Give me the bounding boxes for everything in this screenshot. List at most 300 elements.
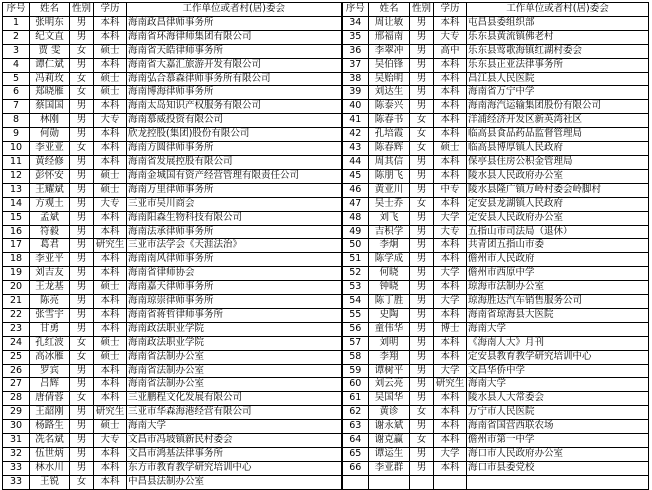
cell-org: 海南省律师协会 — [127, 267, 342, 281]
header-edu: 学历 — [94, 3, 127, 17]
cell-edu: 本科 — [94, 378, 127, 392]
cell-right-gender: 男 — [410, 378, 434, 392]
cell-seq: 25 — [3, 350, 30, 364]
cell-right-name: 谭树平 — [369, 364, 410, 378]
cell-gender: 女 — [70, 350, 94, 364]
cell-seq: 3 — [3, 44, 30, 58]
cell-org: 海南方圆律师事务所 — [127, 142, 342, 156]
table-row — [3, 350, 649, 364]
cell-right-seq: 57 — [342, 336, 369, 350]
cell-edu: 硕士 — [94, 169, 127, 183]
cell-right-name: 童伟华 — [369, 322, 410, 336]
cell-edu: 硕士 — [94, 44, 127, 58]
table-row — [3, 253, 649, 267]
cell-gender: 男 — [70, 253, 94, 267]
cell-gender: 男 — [70, 197, 94, 211]
cell-right-org: 五指山市司法局（退休） — [467, 225, 649, 239]
cell-seq: 33 — [3, 461, 30, 475]
cell-right-gender: 男 — [410, 308, 434, 322]
cell-right-gender — [410, 475, 434, 489]
cell-edu: 大专 — [94, 197, 127, 211]
cell-right-edu: 大专 — [434, 225, 467, 239]
cell-name: 郑晓雁 — [30, 86, 70, 100]
cell-right-gender: 男 — [410, 350, 434, 364]
cell-org: 中昌县法制办公室 — [127, 475, 342, 489]
cell-right-org: 海南大学 — [467, 322, 649, 336]
table-row — [3, 308, 649, 322]
header-name: 姓名 — [30, 3, 70, 17]
cell-edu: 本科 — [94, 461, 127, 475]
cell-org: 海南政法职业学院 — [127, 322, 342, 336]
cell-gender: 男 — [70, 155, 94, 169]
cell-org: 海南阳森生物科技有限公司 — [127, 211, 342, 225]
cell-org: 海南省环海律师集团有限公司 — [127, 30, 342, 44]
cell-right-name: 吴贻明 — [369, 72, 410, 86]
cell-right-seq: 49 — [342, 225, 369, 239]
table-row — [3, 475, 649, 489]
cell-right-gender: 男 — [410, 183, 434, 197]
cell-edu: 硕士 — [94, 72, 127, 86]
cell-right-gender: 男 — [410, 72, 434, 86]
cell-gender: 男 — [70, 308, 94, 322]
cell-gender: 男 — [70, 364, 94, 378]
cell-right-name: 周其信 — [369, 155, 410, 169]
cell-gender: 男 — [70, 58, 94, 72]
cell-right-seq: 64 — [342, 434, 369, 448]
cell-org: 三亚市吴川商会 — [127, 197, 342, 211]
cell-right-name: 周让敏 — [369, 16, 410, 30]
cell-right-seq: 60 — [342, 378, 369, 392]
header-gender-right: 性别 — [410, 3, 434, 17]
cell-gender: 男 — [70, 420, 94, 434]
cell-right-name: 陈春书 — [369, 114, 410, 128]
cell-org: 海南省法制办公室 — [127, 378, 342, 392]
cell-right-org: 洋浦经济开发区新英湾社区 — [467, 114, 649, 128]
cell-name: 林刚 — [30, 114, 70, 128]
cell-edu: 本科 — [94, 448, 127, 462]
table-row — [3, 72, 649, 86]
cell-edu: 研究生 — [94, 239, 127, 253]
cell-right-name — [369, 475, 410, 489]
cell-right-gender: 男 — [410, 155, 434, 169]
cell-right-gender: 男 — [410, 225, 434, 239]
cell-right-edu: 大专 — [434, 30, 467, 44]
cell-gender: 女 — [70, 475, 94, 489]
cell-gender: 女 — [70, 336, 94, 350]
cell-right-org: 共青团五指山市委 — [467, 239, 649, 253]
cell-right-gender: 男 — [410, 295, 434, 309]
cell-right-org: 陵水县人大常委会 — [467, 392, 649, 406]
cell-right-seq: 35 — [342, 30, 369, 44]
cell-right-seq: 42 — [342, 128, 369, 142]
cell-right-org: 陵水县人民政府办公室 — [467, 169, 649, 183]
cell-right-seq: 55 — [342, 308, 369, 322]
cell-name: 陈亮 — [30, 295, 70, 309]
cell-edu: 硕士 — [94, 281, 127, 295]
cell-right-edu: 本科 — [434, 169, 467, 183]
cell-right-seq: 61 — [342, 392, 369, 406]
cell-edu: 大专 — [94, 114, 127, 128]
cell-edu: 本科 — [94, 322, 127, 336]
cell-gender: 男 — [70, 406, 94, 420]
cell-seq: 7 — [3, 100, 30, 114]
cell-right-edu: 本科 — [434, 72, 467, 86]
cell-name: 纪文直 — [30, 30, 70, 44]
cell-right-gender: 女 — [410, 114, 434, 128]
cell-right-name: 李亚群 — [369, 461, 410, 475]
cell-right-org: 乐东县莺歌海镇红湖村委会 — [467, 44, 649, 58]
cell-right-gender: 男 — [410, 322, 434, 336]
cell-gender: 男 — [70, 239, 94, 253]
cell-right-name: 刘明 — [369, 336, 410, 350]
cell-edu: 本科 — [94, 100, 127, 114]
cell-right-gender: 男 — [410, 58, 434, 72]
cell-right-edu: 本科 — [434, 155, 467, 169]
cell-right-org: 《海南人大》月刊 — [467, 336, 649, 350]
table-row — [3, 239, 649, 253]
cell-right-seq — [342, 475, 369, 489]
cell-org: 海南南风律师事务所 — [127, 253, 342, 267]
cell-right-name: 陈春辉 — [369, 142, 410, 156]
cell-right-seq: 48 — [342, 211, 369, 225]
cell-right-edu: 本科 — [434, 100, 467, 114]
cell-right-edu: 大学 — [434, 364, 467, 378]
cell-right-gender: 男 — [410, 211, 434, 225]
cell-right-seq: 62 — [342, 406, 369, 420]
table-row — [3, 434, 649, 448]
cell-right-gender: 男 — [410, 448, 434, 462]
cell-seq: 27 — [3, 378, 30, 392]
cell-org: 海南省大嘉汇旅游开发有限公司 — [127, 58, 342, 72]
cell-right-edu: 研究生 — [434, 378, 467, 392]
header-edu-right: 学历 — [434, 3, 467, 17]
cell-right-gender: 男 — [410, 281, 434, 295]
cell-right-name: 陈学成 — [369, 253, 410, 267]
cell-right-edu: 本科 — [434, 253, 467, 267]
cell-seq: 18 — [3, 253, 30, 267]
cell-org: 海南省发展控股有限公司 — [127, 155, 342, 169]
cell-gender: 男 — [70, 211, 94, 225]
cell-right-org: 海口市县委党校 — [467, 461, 649, 475]
cell-right-name: 史陶 — [369, 308, 410, 322]
cell-right-seq: 63 — [342, 420, 369, 434]
cell-right-seq: 46 — [342, 183, 369, 197]
cell-right-edu: 大学 — [434, 295, 467, 309]
cell-edu: 硕士 — [94, 350, 127, 364]
cell-org: 文昌市冯坡镇新民村委会 — [127, 434, 342, 448]
cell-edu: 本科 — [94, 211, 127, 225]
cell-seq: 17 — [3, 239, 30, 253]
cell-right-seq: 50 — [342, 239, 369, 253]
table-row — [3, 169, 649, 183]
cell-name: 林水川 — [30, 461, 70, 475]
cell-right-org: 临高县博厚镇人民政府 — [467, 142, 649, 156]
cell-right-gender: 女 — [410, 434, 434, 448]
cell-right-name: 李炯 — [369, 239, 410, 253]
cell-right-seq: 44 — [342, 155, 369, 169]
table-row — [3, 364, 649, 378]
header-org: 工作单位或者村(居)委会 — [127, 3, 342, 17]
cell-right-seq: 38 — [342, 72, 369, 86]
cell-org: 东方市教育教学研究培训中心 — [127, 461, 342, 475]
cell-org: 文昌市鸿基法律事务所 — [127, 448, 342, 462]
cell-name: 何勋 — [30, 128, 70, 142]
cell-right-name: 孔培霞 — [369, 128, 410, 142]
cell-right-edu: 硕士 — [434, 142, 467, 156]
cell-right-org: 临高县食品药品监督管理局 — [467, 128, 649, 142]
cell-right-name: 吉积学 — [369, 225, 410, 239]
cell-right-gender: 男 — [410, 169, 434, 183]
cell-name: 杨路生 — [30, 420, 70, 434]
cell-right-edu: 本科 — [434, 461, 467, 475]
cell-right-name: 邢福南 — [369, 30, 410, 44]
cell-org: 三亚市华森海港经营有限公司 — [127, 406, 342, 420]
cell-seq: 15 — [3, 211, 30, 225]
table-row — [3, 281, 649, 295]
table-row — [3, 155, 649, 169]
table-row — [3, 114, 649, 128]
cell-right-org: 海口市人民政府办公室 — [467, 448, 649, 462]
cell-name: 罗宾 — [30, 364, 70, 378]
cell-right-org: 儋州市人民政府 — [467, 253, 649, 267]
cell-right-org: 海南省琼海县大医院 — [467, 308, 649, 322]
cell-seq: 28 — [3, 392, 30, 406]
cell-right-edu: 中专 — [434, 183, 467, 197]
table-row — [3, 225, 649, 239]
cell-gender: 女 — [70, 72, 94, 86]
cell-right-name: 李翠冲 — [369, 44, 410, 58]
cell-seq: 30 — [3, 420, 30, 434]
cell-edu: 本科 — [94, 392, 127, 406]
cell-gender: 男 — [70, 16, 94, 30]
cell-right-edu: 本科 — [434, 197, 467, 211]
cell-right-gender: 男 — [410, 420, 434, 434]
cell-gender: 男 — [70, 114, 94, 128]
cell-right-seq: 43 — [342, 142, 369, 156]
cell-name: 彭怀安 — [30, 169, 70, 183]
table-row — [3, 142, 649, 156]
cell-right-seq: 47 — [342, 197, 369, 211]
cell-org: 海南省法制办公室 — [127, 350, 342, 364]
cell-seq: 29 — [3, 406, 30, 420]
cell-right-edu: 本科 — [434, 114, 467, 128]
cell-right-name: 陈丁胜 — [369, 295, 410, 309]
cell-name: 葛君 — [30, 239, 70, 253]
table-row — [3, 392, 649, 406]
cell-right-seq: 41 — [342, 114, 369, 128]
cell-seq: 32 — [3, 448, 30, 462]
cell-name: 贾 雯 — [30, 44, 70, 58]
cell-right-org: 保亭县住房公积金管理局 — [467, 155, 649, 169]
cell-seq: 2 — [3, 30, 30, 44]
cell-name: 李亚亚 — [30, 142, 70, 156]
cell-edu: 本科 — [94, 30, 127, 44]
cell-name: 甘勇 — [30, 322, 70, 336]
cell-right-name: 何晓 — [369, 267, 410, 281]
cell-edu: 本科 — [94, 267, 127, 281]
table-row — [3, 461, 649, 475]
cell-right-org: 海南海汽运输集团股份有限公司 — [467, 100, 649, 114]
cell-gender: 男 — [70, 169, 94, 183]
cell-right-org: 定安县人民政府办公室 — [467, 211, 649, 225]
cell-name: 孔红波 — [30, 336, 70, 350]
cell-gender: 男 — [70, 281, 94, 295]
cell-right-seq: 51 — [342, 253, 369, 267]
cell-right-seq: 59 — [342, 364, 369, 378]
cell-edu: 大专 — [94, 434, 127, 448]
cell-seq: 12 — [3, 169, 30, 183]
cell-org: 海南慕威投资有限公司 — [127, 114, 342, 128]
cell-edu: 本科 — [94, 308, 127, 322]
cell-right-name: 刘云亮 — [369, 378, 410, 392]
cell-right-seq: 36 — [342, 44, 369, 58]
cell-org: 海南省蒋哲律师事务所 — [127, 308, 342, 322]
cell-seq: 6 — [3, 86, 30, 100]
table-row — [3, 211, 649, 225]
cell-edu: 硕士 — [94, 336, 127, 350]
cell-right-gender: 男 — [410, 253, 434, 267]
cell-right-seq: 37 — [342, 58, 369, 72]
cell-org: 欣龙控股(集团)股份有限公司 — [127, 128, 342, 142]
cell-org: 海南政法职业学院 — [127, 336, 342, 350]
cell-right-edu: 本科 — [434, 281, 467, 295]
cell-right-edu: 本科 — [434, 58, 467, 72]
cell-right-edu: 本科 — [434, 392, 467, 406]
cell-gender: 男 — [70, 295, 94, 309]
cell-right-edu: 本科 — [434, 420, 467, 434]
cell-right-name: 吴士乔 — [369, 197, 410, 211]
cell-right-org: 定安县教育教学研究培训中心 — [467, 350, 649, 364]
cell-right-org: 昌江县人民医院 — [467, 72, 649, 86]
cell-right-org: 陵水县隆广镇万岭村委会岭脚村 — [467, 183, 649, 197]
header-gender: 性别 — [70, 3, 94, 17]
table-row — [3, 44, 649, 58]
table-row — [3, 183, 649, 197]
cell-right-seq: 65 — [342, 448, 369, 462]
cell-right-edu: 大学 — [434, 267, 467, 281]
table-row — [3, 406, 649, 420]
cell-right-seq: 66 — [342, 461, 369, 475]
cell-edu: 本科 — [94, 225, 127, 239]
cell-name: 刘吉友 — [30, 267, 70, 281]
table-row — [3, 267, 649, 281]
cell-name: 王锐 — [30, 475, 70, 489]
cell-org: 海南琼崇律师事务所 — [127, 295, 342, 309]
cell-right-seq: 34 — [342, 16, 369, 30]
cell-seq: 23 — [3, 322, 30, 336]
cell-right-org: 儋州市第一中学 — [467, 434, 649, 448]
cell-edu: 本科 — [94, 16, 127, 30]
cell-seq: 33 — [3, 475, 30, 489]
cell-name: 王耀斌 — [30, 183, 70, 197]
cell-seq: 26 — [3, 364, 30, 378]
cell-edu: 硕士 — [94, 420, 127, 434]
cell-name: 黄经修 — [30, 155, 70, 169]
cell-right-gender: 男 — [410, 100, 434, 114]
cell-right-edu: 本科 — [434, 406, 467, 420]
cell-gender: 男 — [70, 461, 94, 475]
cell-seq: 14 — [3, 197, 30, 211]
table-row — [3, 378, 649, 392]
cell-right-seq: 45 — [342, 169, 369, 183]
cell-right-name: 陈朋飞 — [369, 169, 410, 183]
cell-right-org: 万宁市人民医院 — [467, 406, 649, 420]
cell-gender: 男 — [70, 183, 94, 197]
cell-seq: 19 — [3, 267, 30, 281]
cell-seq: 9 — [3, 128, 30, 142]
cell-right-org: 琼海市法制办公室 — [467, 281, 649, 295]
cell-seq: 22 — [3, 308, 30, 322]
table-row — [3, 86, 649, 100]
cell-seq: 24 — [3, 336, 30, 350]
cell-right-edu: 本科 — [434, 434, 467, 448]
table-row — [3, 295, 649, 309]
table-row — [3, 322, 649, 336]
cell-right-gender: 男 — [410, 30, 434, 44]
cell-right-org — [467, 475, 649, 489]
cell-edu: 本科 — [94, 142, 127, 156]
cell-right-org: 乐东县黄流镇佛老村 — [467, 30, 649, 44]
header-org-right: 工作单位或者村(居)委会 — [467, 3, 649, 17]
cell-org: 海南省法制办公室 — [127, 364, 342, 378]
cell-right-seq: 58 — [342, 350, 369, 364]
cell-name: 高冰雁 — [30, 350, 70, 364]
cell-right-gender: 男 — [410, 336, 434, 350]
cell-seq: 13 — [3, 183, 30, 197]
cell-edu: 本科 — [94, 295, 127, 309]
cell-edu: 研究生 — [94, 406, 127, 420]
cell-gender: 男 — [70, 434, 94, 448]
jury-list-table — [2, 2, 649, 490]
cell-right-org: 定安县龙湖镇人民政府 — [467, 197, 649, 211]
cell-right-org: 海南大学 — [467, 378, 649, 392]
cell-right-gender: 男 — [410, 364, 434, 378]
cell-right-edu: 大学 — [434, 211, 467, 225]
cell-right-seq: 52 — [342, 267, 369, 281]
table-row — [3, 197, 649, 211]
cell-org: 海南省天皓律师事务所 — [127, 44, 342, 58]
cell-org: 海南大学 — [127, 420, 342, 434]
cell-right-gender: 男 — [410, 44, 434, 58]
cell-org: 三亚市法学会《天涯法治》 — [127, 239, 342, 253]
cell-right-edu: 本科 — [434, 128, 467, 142]
cell-right-edu: 本科 — [434, 350, 467, 364]
cell-right-gender: 女 — [410, 197, 434, 211]
cell-right-seq: 54 — [342, 295, 369, 309]
cell-seq: 1 — [3, 16, 30, 30]
cell-right-seq: 56 — [342, 322, 369, 336]
cell-right-org: 海南省国营西联农场 — [467, 420, 649, 434]
cell-name: 张明东 — [30, 16, 70, 30]
cell-right-org: 儋州市西原中学 — [467, 267, 649, 281]
cell-name: 冼名斌 — [30, 434, 70, 448]
cell-right-edu — [434, 475, 467, 489]
cell-right-gender: 男 — [410, 267, 434, 281]
cell-right-org: 乐东县正亚法律事务所 — [467, 58, 649, 72]
cell-org: 海南博海律师事务所 — [127, 86, 342, 100]
cell-right-org: 文昌华侨中学 — [467, 364, 649, 378]
cell-right-gender: 女 — [410, 128, 434, 142]
cell-right-name: 谭运生 — [369, 448, 410, 462]
cell-org: 海南万里律师事务所 — [127, 183, 342, 197]
table-row — [3, 420, 649, 434]
cell-gender: 男 — [70, 225, 94, 239]
cell-name: 冯莉玫 — [30, 72, 70, 86]
cell-edu: 本科 — [94, 253, 127, 267]
cell-right-edu: 本科 — [434, 336, 467, 350]
cell-gender: 男 — [70, 322, 94, 336]
cell-name: 李亚平 — [30, 253, 70, 267]
